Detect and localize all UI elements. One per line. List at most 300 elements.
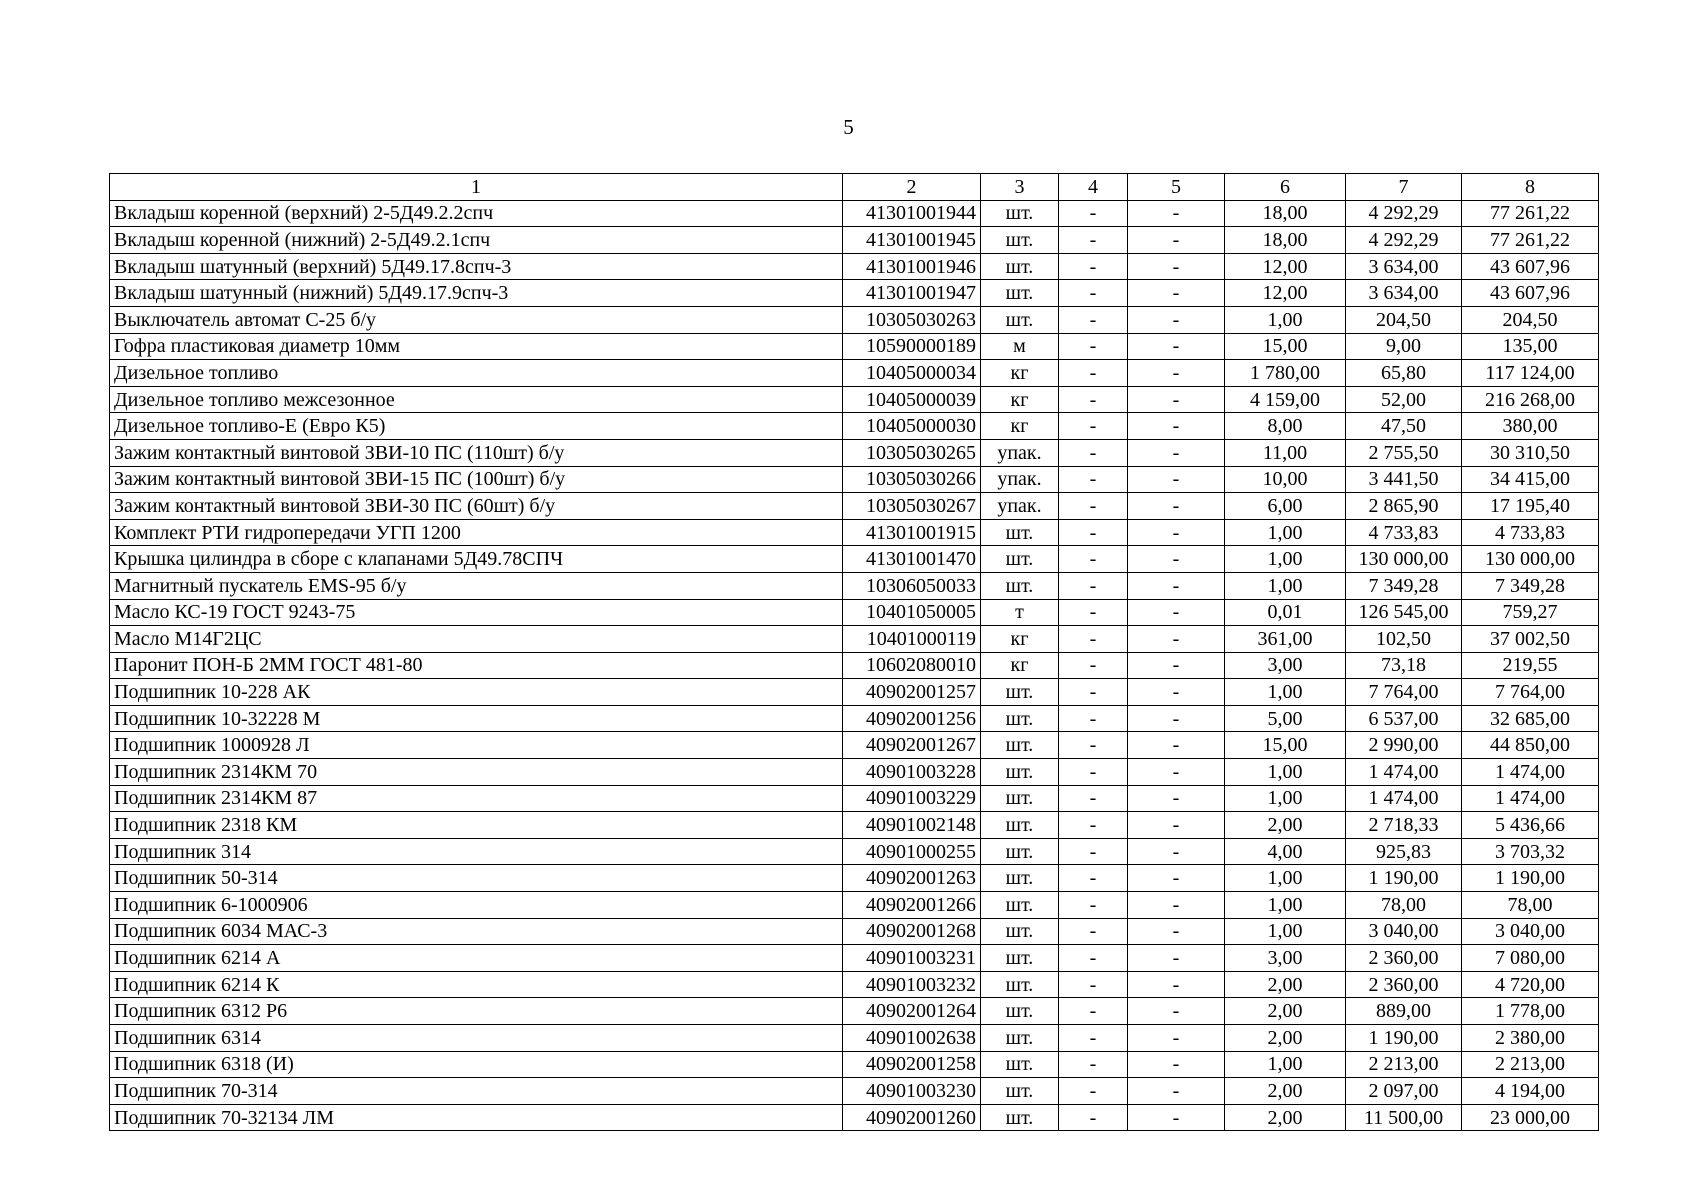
table-row [110, 227, 1599, 254]
cell-quantity: 1,00 [1225, 306, 1346, 333]
table-row [110, 945, 1599, 972]
cell-unit: шт. [981, 572, 1059, 599]
cell-price: 1 190,00 [1346, 865, 1462, 892]
table-body [110, 200, 1599, 1131]
cell-price: 7 349,28 [1346, 572, 1462, 599]
cell-col5: - [1128, 439, 1225, 466]
column-header-8: 8 [1462, 174, 1599, 201]
cell-name: Магнитный пускатель EMS-95 б/у [110, 572, 843, 599]
cell-name: Масло М14Г2ЦС [110, 626, 843, 653]
cell-price: 3 634,00 [1346, 253, 1462, 280]
table-row [110, 572, 1599, 599]
cell-unit: шт. [981, 998, 1059, 1025]
cell-sum: 7 349,28 [1462, 572, 1599, 599]
cell-col4: - [1059, 1078, 1128, 1105]
table-row [110, 998, 1599, 1025]
cell-unit: упак. [981, 493, 1059, 520]
cell-col5: - [1128, 280, 1225, 307]
cell-col4: - [1059, 360, 1128, 387]
table-row [110, 333, 1599, 360]
cell-quantity: 12,00 [1225, 253, 1346, 280]
table-row [110, 1025, 1599, 1052]
cell-name: Вкладыш шатунный (верхний) 5Д49.17.8спч-3 [110, 253, 843, 280]
cell-sum: 43 607,96 [1462, 253, 1599, 280]
cell-unit: шт. [981, 519, 1059, 546]
cell-name: Подшипник 2314КМ 70 [110, 759, 843, 786]
cell-unit: шт. [981, 546, 1059, 573]
cell-code: 40902001264 [843, 998, 981, 1025]
cell-col4: - [1059, 333, 1128, 360]
cell-name: Зажим контактный винтовой ЗВИ-10 ПС (110шт) б/у [110, 439, 843, 466]
cell-name: Подшипник 314 [110, 838, 843, 865]
column-header-4: 4 [1059, 174, 1128, 201]
cell-price: 3 634,00 [1346, 280, 1462, 307]
cell-name: Зажим контактный винтовой ЗВИ-30 ПС (60шт) б/у [110, 493, 843, 520]
cell-unit: шт. [981, 253, 1059, 280]
cell-name: Комплект РТИ гидропередачи УГП 1200 [110, 519, 843, 546]
cell-quantity: 2,00 [1225, 1104, 1346, 1131]
cell-code: 40902001263 [843, 865, 981, 892]
cell-unit: м [981, 333, 1059, 360]
cell-unit: кг [981, 413, 1059, 440]
cell-name: Подшипник 6318 (И) [110, 1051, 843, 1078]
cell-col4: - [1059, 1051, 1128, 1078]
cell-col4: - [1059, 1025, 1128, 1052]
cell-col4: - [1059, 838, 1128, 865]
cell-name: Дизельное топливо межсезонное [110, 386, 843, 413]
cell-sum: 204,50 [1462, 306, 1599, 333]
cell-quantity: 6,00 [1225, 493, 1346, 520]
cell-sum: 37 002,50 [1462, 626, 1599, 653]
cell-sum: 4 194,00 [1462, 1078, 1599, 1105]
cell-quantity: 2,00 [1225, 1078, 1346, 1105]
cell-price: 2 360,00 [1346, 945, 1462, 972]
table-row [110, 812, 1599, 839]
cell-quantity: 1,00 [1225, 572, 1346, 599]
cell-sum: 3 040,00 [1462, 918, 1599, 945]
cell-unit: шт. [981, 306, 1059, 333]
cell-unit: шт. [981, 945, 1059, 972]
cell-code: 40902001260 [843, 1104, 981, 1131]
table-row [110, 838, 1599, 865]
cell-unit: шт. [981, 1051, 1059, 1078]
cell-unit: шт. [981, 1025, 1059, 1052]
cell-code: 41301001946 [843, 253, 981, 280]
table-row [110, 466, 1599, 493]
table-row [110, 679, 1599, 706]
cell-code: 40901003232 [843, 971, 981, 998]
cell-col5: - [1128, 1025, 1225, 1052]
cell-code: 41301001944 [843, 200, 981, 227]
table-row [110, 705, 1599, 732]
cell-code: 40901003230 [843, 1078, 981, 1105]
cell-quantity: 15,00 [1225, 333, 1346, 360]
cell-col5: - [1128, 493, 1225, 520]
cell-code: 10401000119 [843, 626, 981, 653]
cell-price: 204,50 [1346, 306, 1462, 333]
cell-sum: 380,00 [1462, 413, 1599, 440]
cell-name: Подшипник 6312 Р6 [110, 998, 843, 1025]
cell-quantity: 1 780,00 [1225, 360, 1346, 387]
cell-price: 2 213,00 [1346, 1051, 1462, 1078]
cell-unit: шт. [981, 865, 1059, 892]
cell-price: 2 097,00 [1346, 1078, 1462, 1105]
cell-quantity: 1,00 [1225, 519, 1346, 546]
cell-name: Вкладыш коренной (нижний) 2-5Д49.2.1спч [110, 227, 843, 254]
cell-name: Подшипник 10-228 АК [110, 679, 843, 706]
cell-code: 10405000039 [843, 386, 981, 413]
cell-col5: - [1128, 360, 1225, 387]
table-row [110, 599, 1599, 626]
inventory-table [109, 173, 1599, 1131]
cell-col5: - [1128, 253, 1225, 280]
cell-price: 889,00 [1346, 998, 1462, 1025]
column-header-3: 3 [981, 174, 1059, 201]
cell-col4: - [1059, 705, 1128, 732]
cell-col5: - [1128, 333, 1225, 360]
cell-col4: - [1059, 280, 1128, 307]
cell-col5: - [1128, 918, 1225, 945]
cell-price: 2 990,00 [1346, 732, 1462, 759]
cell-sum: 216 268,00 [1462, 386, 1599, 413]
cell-sum: 4 720,00 [1462, 971, 1599, 998]
cell-quantity: 1,00 [1225, 679, 1346, 706]
table-row [110, 386, 1599, 413]
cell-code: 10305030267 [843, 493, 981, 520]
cell-col5: - [1128, 705, 1225, 732]
cell-quantity: 1,00 [1225, 865, 1346, 892]
cell-price: 4 292,29 [1346, 227, 1462, 254]
cell-sum: 77 261,22 [1462, 227, 1599, 254]
cell-name: Дизельное топливо [110, 360, 843, 387]
cell-quantity: 361,00 [1225, 626, 1346, 653]
cell-name: Подшипник 10-32228 М [110, 705, 843, 732]
cell-name: Крышка цилиндра в сборе с клапанами 5Д49.78СПЧ [110, 546, 843, 573]
cell-col4: - [1059, 892, 1128, 919]
cell-col4: - [1059, 306, 1128, 333]
cell-sum: 130 000,00 [1462, 546, 1599, 573]
cell-name: Дизельное топливо-Е (Евро К5) [110, 413, 843, 440]
cell-col5: - [1128, 1104, 1225, 1131]
cell-col5: - [1128, 626, 1225, 653]
table-row [110, 1104, 1599, 1131]
cell-name: Выключатель автомат С-25 б/у [110, 306, 843, 333]
cell-code: 10306050033 [843, 572, 981, 599]
cell-col5: - [1128, 413, 1225, 440]
cell-price: 78,00 [1346, 892, 1462, 919]
cell-code: 40901003228 [843, 759, 981, 786]
cell-unit: шт. [981, 918, 1059, 945]
cell-quantity: 2,00 [1225, 1025, 1346, 1052]
cell-col5: - [1128, 679, 1225, 706]
cell-sum: 34 415,00 [1462, 466, 1599, 493]
cell-code: 40901003229 [843, 785, 981, 812]
cell-quantity: 0,01 [1225, 599, 1346, 626]
cell-sum: 1 190,00 [1462, 865, 1599, 892]
cell-unit: кг [981, 386, 1059, 413]
cell-col5: - [1128, 785, 1225, 812]
cell-code: 41301001947 [843, 280, 981, 307]
cell-name: Подшипник 1000928 Л [110, 732, 843, 759]
cell-price: 1 474,00 [1346, 759, 1462, 786]
table-row [110, 971, 1599, 998]
cell-col4: - [1059, 386, 1128, 413]
cell-quantity: 2,00 [1225, 971, 1346, 998]
column-header-1: 1 [110, 174, 843, 201]
cell-col4: - [1059, 679, 1128, 706]
cell-sum: 3 703,32 [1462, 838, 1599, 865]
cell-col4: - [1059, 971, 1128, 998]
cell-price: 52,00 [1346, 386, 1462, 413]
table-row [110, 865, 1599, 892]
cell-col4: - [1059, 918, 1128, 945]
table-row [110, 546, 1599, 573]
cell-code: 40902001267 [843, 732, 981, 759]
cell-col5: - [1128, 838, 1225, 865]
cell-col4: - [1059, 572, 1128, 599]
cell-price: 73,18 [1346, 652, 1462, 679]
cell-sum: 1 474,00 [1462, 785, 1599, 812]
column-header-5: 5 [1128, 174, 1225, 201]
cell-code: 40901002148 [843, 812, 981, 839]
cell-name: Подшипник 70-314 [110, 1078, 843, 1105]
table-header-row [110, 174, 1599, 201]
cell-price: 6 537,00 [1346, 705, 1462, 732]
cell-sum: 17 195,40 [1462, 493, 1599, 520]
cell-code: 40902001258 [843, 1051, 981, 1078]
cell-col5: - [1128, 971, 1225, 998]
table-row [110, 280, 1599, 307]
cell-price: 925,83 [1346, 838, 1462, 865]
cell-unit: шт. [981, 785, 1059, 812]
cell-name: Подшипник 70-32134 ЛМ [110, 1104, 843, 1131]
table-row [110, 493, 1599, 520]
cell-col4: - [1059, 546, 1128, 573]
cell-col4: - [1059, 998, 1128, 1025]
cell-price: 2 718,33 [1346, 812, 1462, 839]
cell-code: 40901002638 [843, 1025, 981, 1052]
cell-col5: - [1128, 227, 1225, 254]
cell-col5: - [1128, 572, 1225, 599]
cell-unit: шт. [981, 838, 1059, 865]
cell-col5: - [1128, 1051, 1225, 1078]
cell-col5: - [1128, 865, 1225, 892]
cell-unit: шт. [981, 892, 1059, 919]
cell-name: Подшипник 6214 А [110, 945, 843, 972]
cell-sum: 5 436,66 [1462, 812, 1599, 839]
table-row [110, 652, 1599, 679]
cell-sum: 32 685,00 [1462, 705, 1599, 732]
cell-col5: - [1128, 812, 1225, 839]
cell-sum: 117 124,00 [1462, 360, 1599, 387]
cell-unit: шт. [981, 227, 1059, 254]
cell-price: 4 733,83 [1346, 519, 1462, 546]
cell-price: 2 360,00 [1346, 971, 1462, 998]
table-row [110, 306, 1599, 333]
cell-col4: - [1059, 785, 1128, 812]
cell-name: Вкладыш шатунный (нижний) 5Д49.17.9спч-3 [110, 280, 843, 307]
cell-price: 130 000,00 [1346, 546, 1462, 573]
cell-unit: шт. [981, 759, 1059, 786]
cell-unit: шт. [981, 280, 1059, 307]
cell-name: Подшипник 2314КМ 87 [110, 785, 843, 812]
cell-sum: 135,00 [1462, 333, 1599, 360]
cell-col4: - [1059, 439, 1128, 466]
column-header-2: 2 [843, 174, 981, 201]
cell-code: 40902001268 [843, 918, 981, 945]
cell-col5: - [1128, 732, 1225, 759]
table-row [110, 413, 1599, 440]
cell-unit: упак. [981, 466, 1059, 493]
cell-name: Гофра пластиковая диаметр 10мм [110, 333, 843, 360]
cell-code: 40902001257 [843, 679, 981, 706]
cell-price: 3 040,00 [1346, 918, 1462, 945]
cell-quantity: 3,00 [1225, 945, 1346, 972]
cell-unit: кг [981, 652, 1059, 679]
cell-col4: - [1059, 812, 1128, 839]
cell-col5: - [1128, 546, 1225, 573]
cell-code: 40901003231 [843, 945, 981, 972]
cell-col4: - [1059, 519, 1128, 546]
cell-unit: шт. [981, 812, 1059, 839]
cell-sum: 2 380,00 [1462, 1025, 1599, 1052]
table-row [110, 785, 1599, 812]
cell-quantity: 8,00 [1225, 413, 1346, 440]
cell-quantity: 12,00 [1225, 280, 1346, 307]
cell-col4: - [1059, 652, 1128, 679]
cell-unit: кг [981, 626, 1059, 653]
cell-sum: 77 261,22 [1462, 200, 1599, 227]
cell-sum: 44 850,00 [1462, 732, 1599, 759]
cell-price: 126 545,00 [1346, 599, 1462, 626]
cell-quantity: 1,00 [1225, 1051, 1346, 1078]
cell-code: 10401050005 [843, 599, 981, 626]
table-row [110, 918, 1599, 945]
cell-unit: шт. [981, 705, 1059, 732]
cell-col4: - [1059, 493, 1128, 520]
cell-col4: - [1059, 253, 1128, 280]
cell-price: 65,80 [1346, 360, 1462, 387]
table-row [110, 200, 1599, 227]
cell-col5: - [1128, 466, 1225, 493]
cell-name: Подшипник 6314 [110, 1025, 843, 1052]
table-row [110, 626, 1599, 653]
cell-sum: 78,00 [1462, 892, 1599, 919]
cell-col5: - [1128, 1078, 1225, 1105]
cell-price: 2 865,90 [1346, 493, 1462, 520]
cell-sum: 43 607,96 [1462, 280, 1599, 307]
cell-code: 10405000030 [843, 413, 981, 440]
cell-name: Вкладыш коренной (верхний) 2-5Д49.2.2спч [110, 200, 843, 227]
cell-code: 10405000034 [843, 360, 981, 387]
cell-col4: - [1059, 732, 1128, 759]
cell-quantity: 1,00 [1225, 918, 1346, 945]
cell-name: Подшипник 2318 КМ [110, 812, 843, 839]
cell-name: Подшипник 50-314 [110, 865, 843, 892]
cell-col4: - [1059, 200, 1128, 227]
cell-col4: - [1059, 759, 1128, 786]
cell-unit: шт. [981, 971, 1059, 998]
cell-quantity: 2,00 [1225, 812, 1346, 839]
cell-col5: - [1128, 306, 1225, 333]
page-number: 5 [843, 115, 854, 139]
cell-quantity: 4,00 [1225, 838, 1346, 865]
cell-quantity: 4 159,00 [1225, 386, 1346, 413]
cell-sum: 7 080,00 [1462, 945, 1599, 972]
cell-name: Зажим контактный винтовой ЗВИ-15 ПС (100шт) б/у [110, 466, 843, 493]
cell-sum: 4 733,83 [1462, 519, 1599, 546]
cell-price: 102,50 [1346, 626, 1462, 653]
cell-quantity: 18,00 [1225, 200, 1346, 227]
cell-col4: - [1059, 466, 1128, 493]
cell-col5: - [1128, 200, 1225, 227]
cell-code: 41301001945 [843, 227, 981, 254]
cell-code: 10305030266 [843, 466, 981, 493]
cell-name: Масло КС-19 ГОСТ 9243-75 [110, 599, 843, 626]
cell-sum: 23 000,00 [1462, 1104, 1599, 1131]
cell-col5: - [1128, 945, 1225, 972]
cell-unit: шт. [981, 1078, 1059, 1105]
cell-col4: - [1059, 1104, 1128, 1131]
table-row [110, 759, 1599, 786]
column-header-6: 6 [1225, 174, 1346, 201]
table-row [110, 253, 1599, 280]
cell-col5: - [1128, 652, 1225, 679]
cell-code: 40901000255 [843, 838, 981, 865]
cell-code: 10602080010 [843, 652, 981, 679]
table-row [110, 892, 1599, 919]
cell-col5: - [1128, 759, 1225, 786]
cell-unit: шт. [981, 679, 1059, 706]
cell-unit: упак. [981, 439, 1059, 466]
cell-col4: - [1059, 599, 1128, 626]
cell-sum: 2 213,00 [1462, 1051, 1599, 1078]
cell-code: 10305030263 [843, 306, 981, 333]
cell-price: 1 474,00 [1346, 785, 1462, 812]
cell-price: 1 190,00 [1346, 1025, 1462, 1052]
cell-sum: 7 764,00 [1462, 679, 1599, 706]
cell-unit: т [981, 599, 1059, 626]
cell-col5: - [1128, 599, 1225, 626]
cell-col5: - [1128, 892, 1225, 919]
cell-unit: шт. [981, 732, 1059, 759]
cell-price: 4 292,29 [1346, 200, 1462, 227]
cell-col5: - [1128, 386, 1225, 413]
cell-col4: - [1059, 945, 1128, 972]
cell-sum: 1 778,00 [1462, 998, 1599, 1025]
cell-sum: 30 310,50 [1462, 439, 1599, 466]
column-header-7: 7 [1346, 174, 1462, 201]
cell-col5: - [1128, 998, 1225, 1025]
cell-sum: 759,27 [1462, 599, 1599, 626]
cell-quantity: 10,00 [1225, 466, 1346, 493]
cell-quantity: 15,00 [1225, 732, 1346, 759]
cell-price: 11 500,00 [1346, 1104, 1462, 1131]
cell-code: 10305030265 [843, 439, 981, 466]
cell-code: 40902001256 [843, 705, 981, 732]
cell-code: 10590000189 [843, 333, 981, 360]
cell-price: 2 755,50 [1346, 439, 1462, 466]
cell-quantity: 18,00 [1225, 227, 1346, 254]
cell-col4: - [1059, 865, 1128, 892]
cell-name: Подшипник 6214 К [110, 971, 843, 998]
cell-col4: - [1059, 626, 1128, 653]
cell-col5: - [1128, 519, 1225, 546]
table-row [110, 519, 1599, 546]
cell-unit: шт. [981, 200, 1059, 227]
cell-code: 41301001470 [843, 546, 981, 573]
cell-unit: шт. [981, 1104, 1059, 1131]
